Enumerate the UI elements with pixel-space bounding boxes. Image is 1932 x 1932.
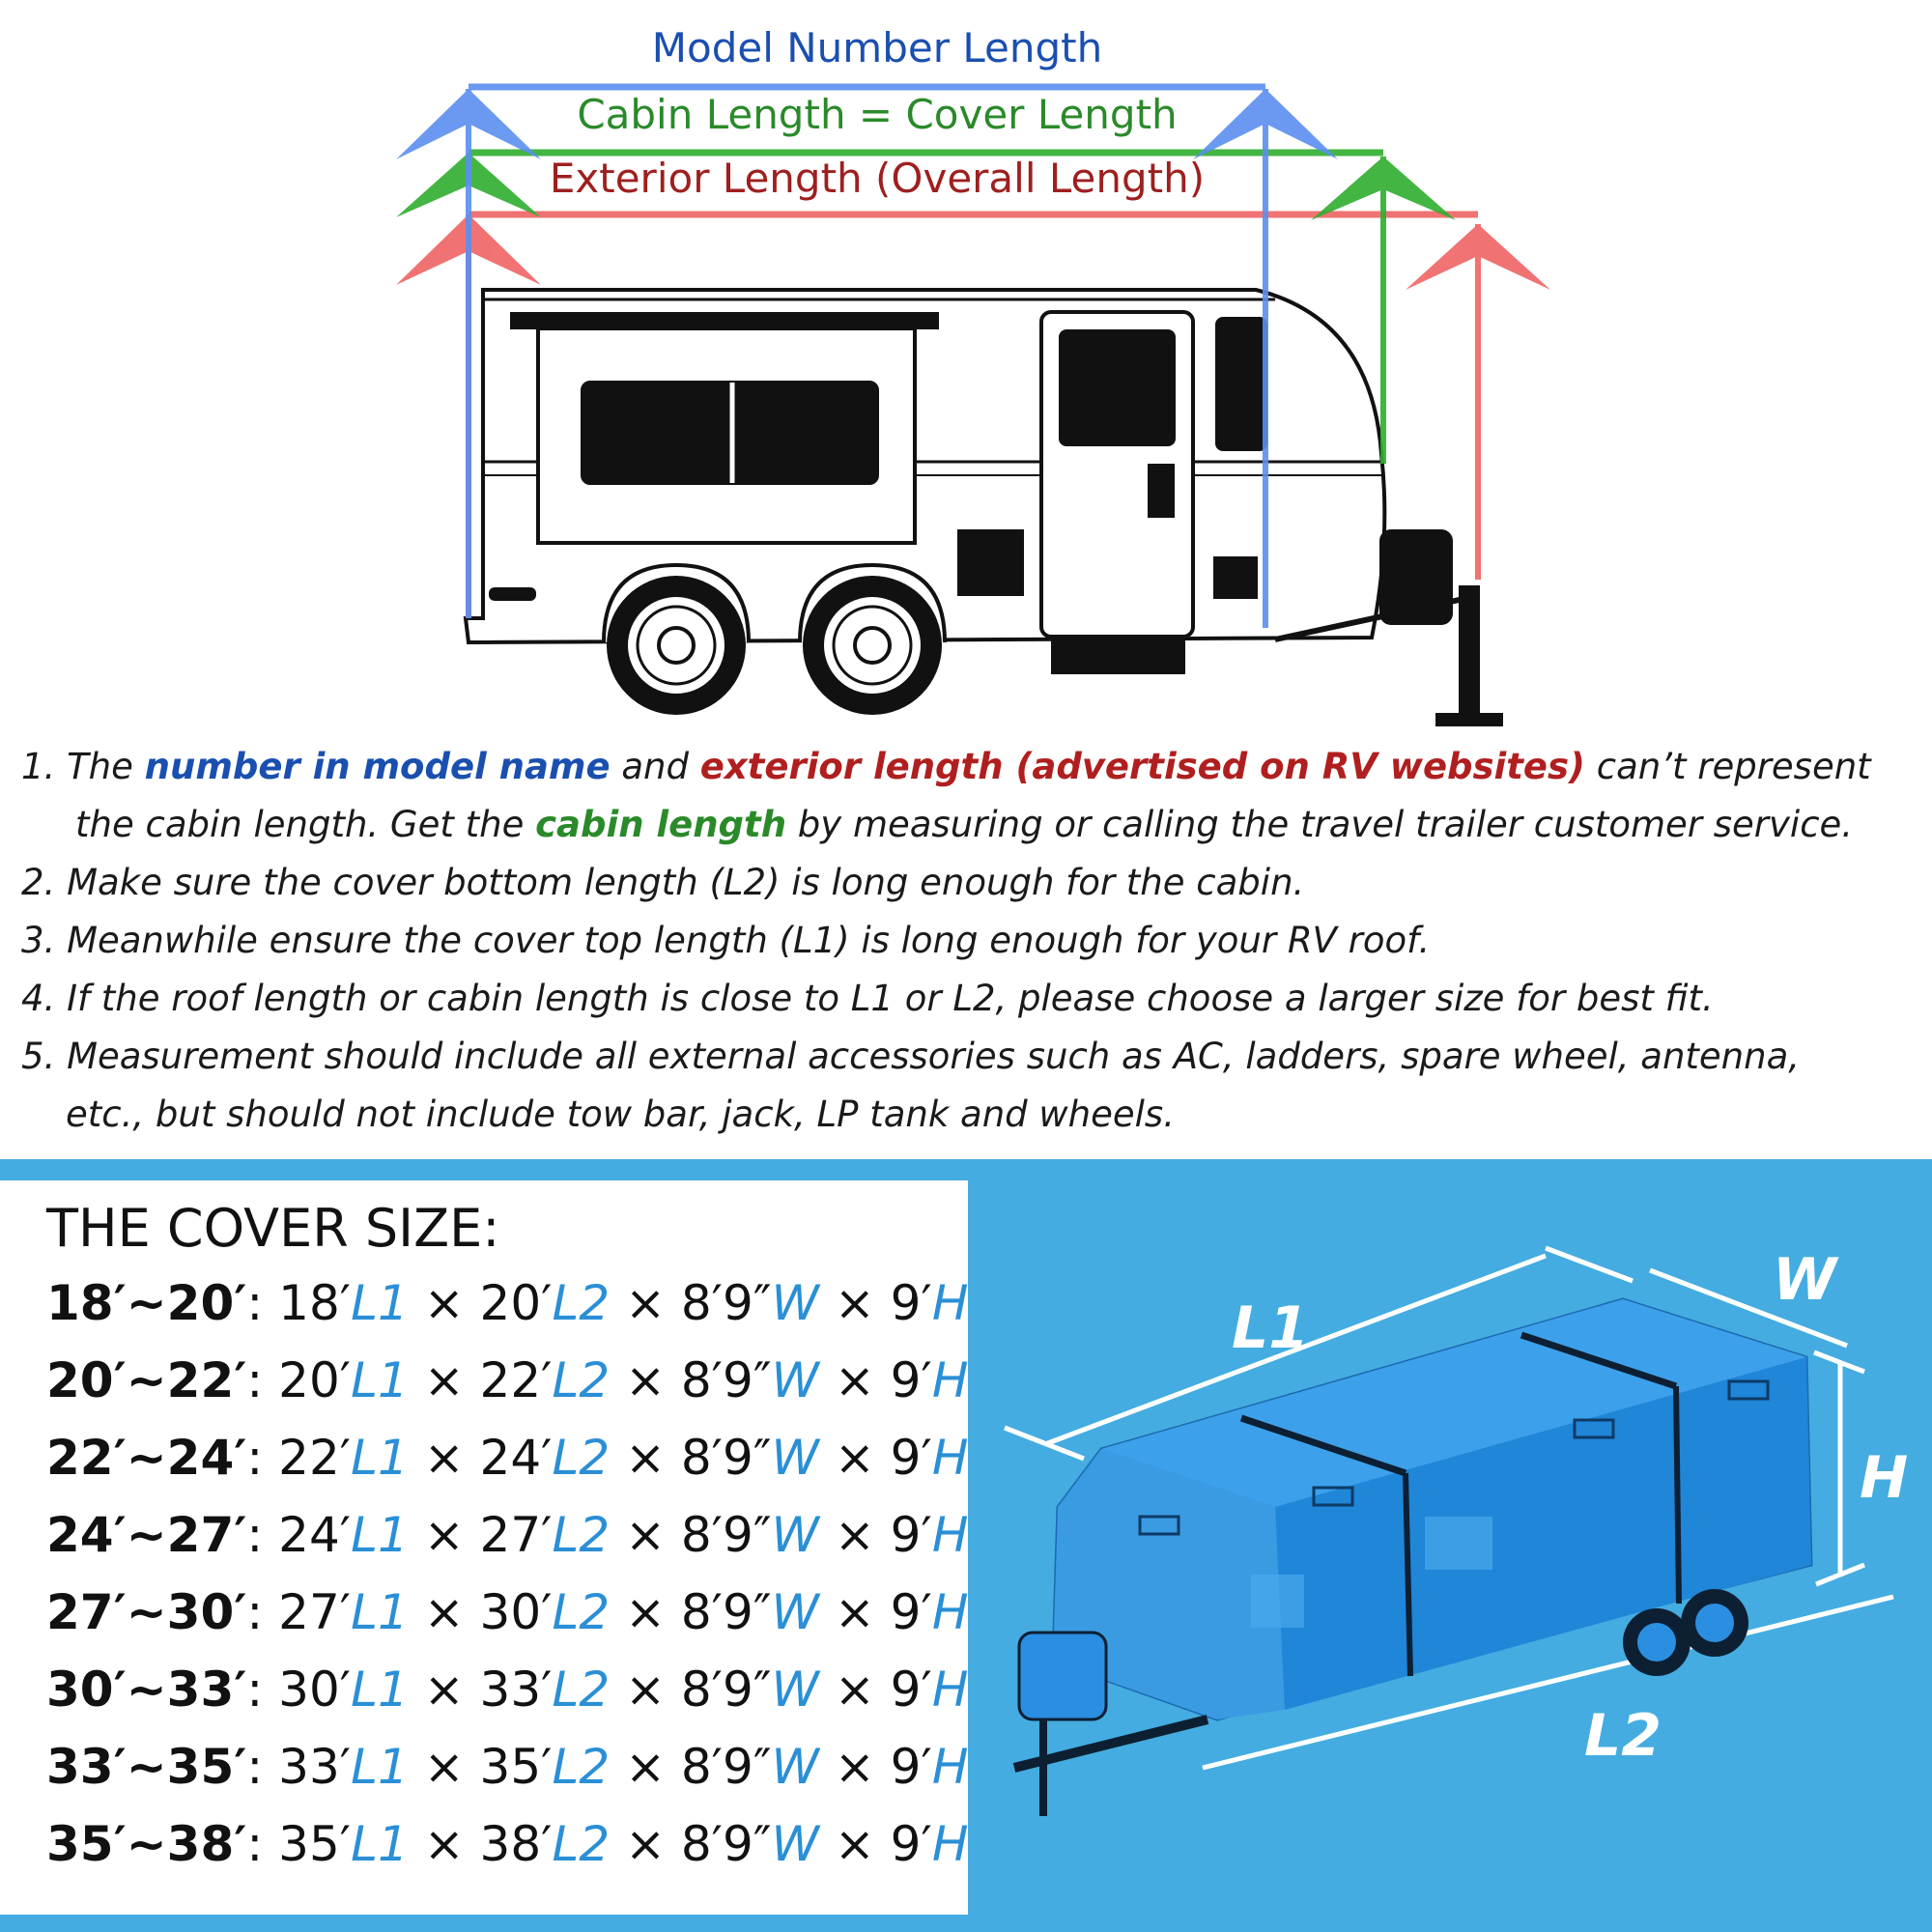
- size-times: ×: [818, 1816, 891, 1872]
- size-h-value: 9′: [890, 1507, 932, 1563]
- size-h-label: H: [931, 1816, 969, 1872]
- size-times: ×: [408, 1816, 480, 1872]
- size-sep: :: [246, 1739, 279, 1795]
- size-l2-value: 22′: [479, 1352, 553, 1408]
- size-range: 22′~24′: [46, 1430, 247, 1486]
- rv-cover-body: [1053, 1299, 1811, 1719]
- size-times: ×: [610, 1816, 681, 1872]
- size-range: 24′~27′: [46, 1507, 247, 1563]
- size-l2-label: L2: [552, 1430, 611, 1486]
- size-times: ×: [408, 1507, 480, 1563]
- note-5-line-1: 5. Measurement should include all external accessories such as AC, ladders, spare wheel, antenna,: [21, 1036, 1801, 1077]
- size-times: ×: [408, 1584, 480, 1640]
- size-l2-value: 20′: [479, 1275, 553, 1331]
- size-h-label: H: [931, 1662, 969, 1718]
- size-sep: :: [246, 1662, 279, 1718]
- cover-l1-label: L1: [1232, 1294, 1309, 1362]
- size-range: 30′~33′: [46, 1662, 247, 1718]
- size-times: ×: [610, 1507, 681, 1563]
- size-times: ×: [818, 1739, 891, 1795]
- size-times: ×: [818, 1275, 891, 1331]
- size-sep: :: [246, 1352, 279, 1408]
- size-l2-label: L2: [552, 1662, 611, 1718]
- size-l2-label: L2: [552, 1507, 611, 1563]
- size-l2-label: L2: [552, 1352, 611, 1408]
- size-l2-value: 30′: [479, 1584, 553, 1640]
- size-l1-value: 35′: [278, 1816, 352, 1872]
- note-1-text-e: can’t represent: [1584, 746, 1871, 787]
- size-w-label: W: [771, 1739, 819, 1795]
- size-h-label: H: [931, 1584, 969, 1640]
- size-range: 18′~20′: [46, 1275, 247, 1331]
- size-h-label: H: [931, 1430, 969, 1486]
- size-l1-value: 22′: [278, 1430, 352, 1486]
- size-range: 20′~22′: [46, 1352, 247, 1408]
- size-w-value: 8′9″: [680, 1584, 772, 1640]
- note-3: 3. Meanwhile ensure the cover top length (L1) is long enough for your RV roof.: [21, 920, 1431, 961]
- size-l1-label: L1: [351, 1662, 409, 1718]
- size-l1-value: 18′: [278, 1275, 352, 1331]
- size-l2-label: L2: [552, 1816, 611, 1872]
- size-times: ×: [408, 1662, 480, 1718]
- size-h-value: 9′: [890, 1275, 932, 1331]
- size-l1-label: L1: [351, 1352, 409, 1408]
- size-times: ×: [408, 1739, 480, 1795]
- size-l2-label: L2: [552, 1739, 611, 1795]
- size-times: ×: [408, 1430, 480, 1486]
- size-times: ×: [818, 1584, 891, 1640]
- size-h-label: H: [931, 1275, 969, 1331]
- note-1-text-f: the cabin length. Get the: [75, 804, 536, 845]
- size-sep: :: [246, 1430, 279, 1486]
- size-w-label: W: [771, 1430, 819, 1486]
- size-w-label: W: [771, 1662, 819, 1718]
- size-w-label: W: [771, 1352, 819, 1408]
- size-w-value: 8′9″: [680, 1739, 772, 1795]
- size-l1-label: L1: [351, 1816, 409, 1872]
- model-number-length-label: Model Number Length: [651, 24, 1103, 71]
- size-times: ×: [408, 1352, 480, 1408]
- size-l1-value: 33′: [278, 1739, 352, 1795]
- note-1-number: 1.: [21, 746, 56, 787]
- size-l1-label: L1: [351, 1430, 409, 1486]
- size-sep: :: [246, 1584, 279, 1640]
- size-times: ×: [818, 1352, 891, 1408]
- cover-l2-label: L2: [1584, 1702, 1662, 1770]
- size-w-value: 8′9″: [680, 1275, 772, 1331]
- size-times: ×: [818, 1430, 891, 1486]
- size-times: ×: [408, 1275, 480, 1331]
- size-l2-value: 24′: [479, 1430, 553, 1486]
- note-1-text-h: by measuring or calling the travel trailer customer service.: [786, 804, 1854, 845]
- note-4: 4. If the roof length or cabin length is close to L1 or L2, please choose a larger size for best fit.: [21, 978, 1714, 1019]
- note-5-line-2: etc., but should not include tow bar, jack, LP tank and wheels.: [66, 1094, 1175, 1135]
- size-times: ×: [610, 1739, 681, 1795]
- size-l1-value: 30′: [278, 1662, 352, 1718]
- cover-w-label: W: [1773, 1246, 1837, 1314]
- size-l1-label: L1: [351, 1507, 409, 1563]
- size-times: ×: [610, 1352, 681, 1408]
- size-sep: :: [246, 1507, 279, 1563]
- size-l1-label: L1: [351, 1584, 409, 1640]
- size-w-value: 8′9″: [680, 1816, 772, 1872]
- size-l2-value: 33′: [479, 1662, 553, 1718]
- size-h-label: H: [931, 1507, 969, 1563]
- size-w-value: 8′9″: [680, 1662, 772, 1718]
- size-times: ×: [610, 1662, 681, 1718]
- cover-h-label: H: [1860, 1444, 1909, 1512]
- note-1-exterior-length-highlight: exterior length (advertised on RV websites): [699, 746, 1585, 787]
- size-l1-value: 27′: [278, 1584, 352, 1640]
- size-w-label: W: [771, 1584, 819, 1640]
- size-l1-label: L1: [351, 1275, 409, 1331]
- size-times: ×: [610, 1584, 681, 1640]
- size-h-value: 9′: [890, 1352, 932, 1408]
- size-w-value: 8′9″: [680, 1507, 772, 1563]
- note-2: 2. Make sure the cover bottom length (L2) is long enough for the cabin.: [21, 862, 1305, 903]
- size-sep: :: [246, 1275, 279, 1331]
- cover-size-title: THE COVER SIZE:: [46, 1198, 500, 1259]
- size-l1-value: 20′: [278, 1352, 352, 1408]
- size-times: ×: [818, 1507, 891, 1563]
- size-sep: :: [246, 1816, 279, 1872]
- size-times: ×: [610, 1430, 681, 1486]
- size-range: 35′~38′: [46, 1816, 247, 1872]
- note-1-cabin-length-highlight: cabin length: [535, 804, 787, 845]
- size-l2-value: 35′: [479, 1739, 553, 1795]
- size-h-label: H: [931, 1352, 969, 1408]
- size-l2-value: 38′: [479, 1816, 553, 1872]
- size-times: ×: [818, 1662, 891, 1718]
- size-w-label: W: [771, 1507, 819, 1563]
- size-w-label: W: [771, 1275, 819, 1331]
- size-h-value: 9′: [890, 1430, 932, 1486]
- size-h-value: 9′: [890, 1739, 932, 1795]
- size-h-value: 9′: [890, 1816, 932, 1872]
- size-w-value: 8′9″: [680, 1352, 772, 1408]
- size-range: 33′~35′: [46, 1739, 247, 1795]
- exterior-length-label: Exterior Length (Overall Length): [549, 155, 1206, 202]
- note-1-text-a: The: [55, 746, 145, 787]
- size-l2-label: L2: [552, 1275, 611, 1331]
- size-times: ×: [610, 1275, 681, 1331]
- size-w-label: W: [771, 1816, 819, 1872]
- size-range: 27′~30′: [46, 1584, 247, 1640]
- size-h-label: H: [931, 1739, 969, 1795]
- size-l2-value: 27′: [479, 1507, 553, 1563]
- cabin-length-label: Cabin Length = Cover Length: [577, 91, 1178, 138]
- size-l1-value: 24′: [278, 1507, 352, 1563]
- size-w-value: 8′9″: [680, 1430, 772, 1486]
- size-h-value: 9′: [890, 1662, 932, 1718]
- note-1-text-c: and: [610, 746, 700, 787]
- note-1-model-number-highlight: number in model name: [144, 746, 611, 787]
- size-l1-label: L1: [351, 1739, 409, 1795]
- size-l2-label: L2: [552, 1584, 611, 1640]
- size-h-value: 9′: [890, 1584, 932, 1640]
